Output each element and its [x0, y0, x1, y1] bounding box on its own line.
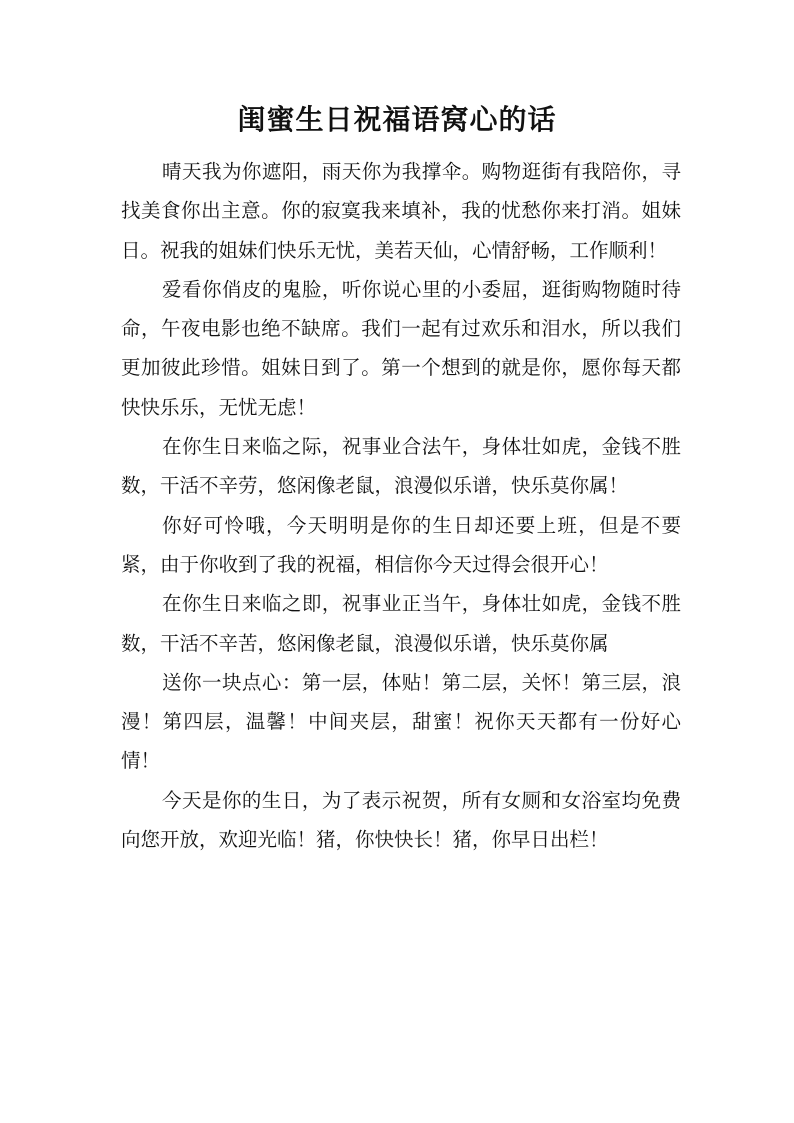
paragraph: 在你生日来临之际，祝事业合法午，身体壮如虎，金钱不胜数，干活不辛劳，悠闲像老鼠，浪漫似乐谱，快乐莫你属！: [121, 435, 681, 498]
document-body: [121, 152, 681, 859]
paragraph: 你好可怜哦，今天明明是你的生日却还要上班，但是不要紧，由于你收到了我的祝福，相信你今天过得会很开心！: [121, 513, 681, 576]
document-title: 闺蜜生日祝福语窝心的话: [237, 103, 557, 136]
paragraph: 送你一块点心：第一层，体贴！第二层，关怀！第三层，浪漫！第四层，温馨！中间夹层，甜蜜！祝你天天都有一份好心情！: [121, 670, 681, 773]
paragraph: 在你生日来临之即，祝事业正当午，身体壮如虎，金钱不胜数，干活不辛苦，悠闲像老鼠，浪漫似乐谱，快乐莫你属: [121, 592, 681, 655]
paragraph: 爱看你俏皮的鬼脸，听你说心里的小委屈，逛街购物随时待命，午夜电影也绝不缺席。我们一起有过欢乐和泪水，所以我们更加彼此珍惜。姐妹日到了。第一个想到的就是你，愿你每天都快快乐乐，无忧无虑！: [121, 277, 681, 419]
paragraph: 今天是你的生日，为了表示祝贺，所有女厕和女浴室均免费向您开放，欢迎光临！猪，你快快长！猪，你早日出栏！: [121, 788, 681, 852]
paragraph: 晴天我为你遮阳，雨天你为我撑伞。购物逛街有我陪你，寻找美食你出主意。你的寂寞我来填补，我的忧愁你来打消。姐妹日。祝我的姐妹们快乐无忧，美若天仙，心情舒畅，工作顺利！: [121, 160, 681, 262]
